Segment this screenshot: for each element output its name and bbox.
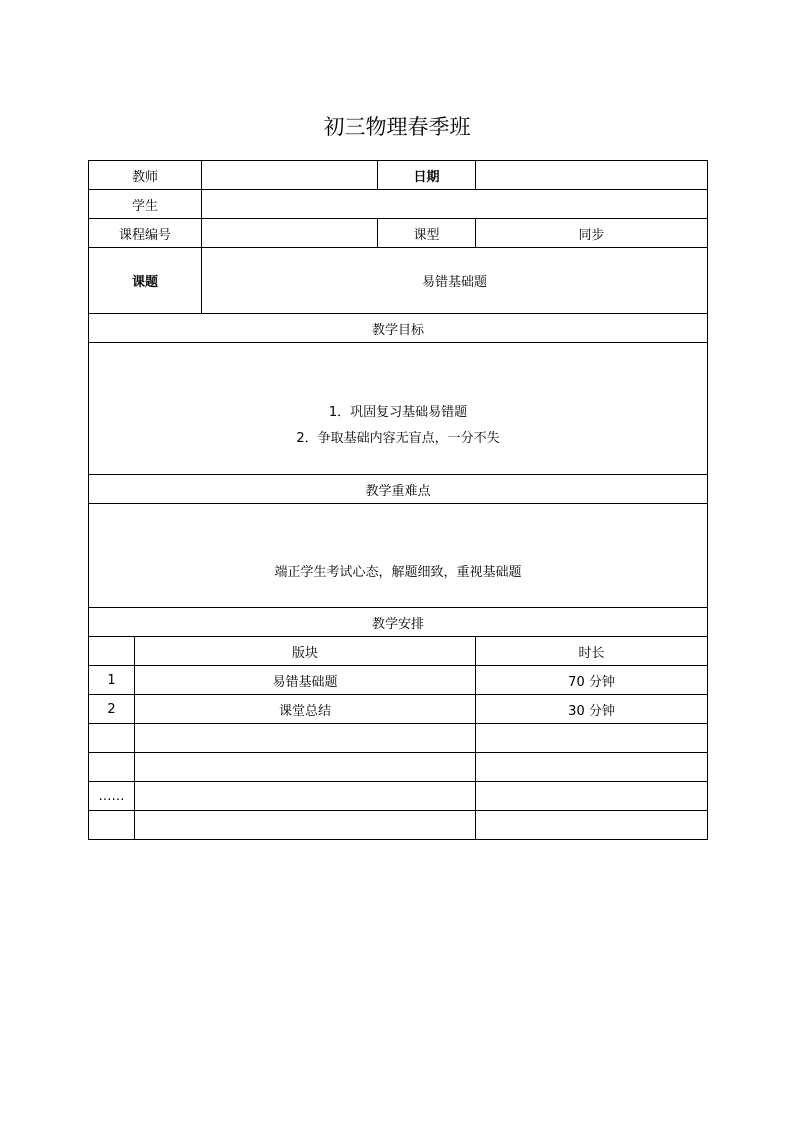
page-title: 初三物理春季班 — [323, 115, 471, 139]
schedule-duration[interactable] — [476, 753, 708, 782]
student-row — [89, 190, 708, 219]
topic-label: 课题 — [89, 248, 202, 314]
course-code-label: 课程编号 — [89, 219, 202, 248]
schedule-row — [89, 753, 708, 782]
student-value[interactable] — [202, 190, 708, 219]
schedule-heading: 教学安排 — [89, 608, 708, 637]
schedule-heading-row — [89, 608, 708, 637]
schedule-header-row — [89, 637, 708, 666]
difficulty-text: 端正学生考试心态，解题细致，重视基础题 — [274, 564, 522, 580]
teacher-label: 教师 — [89, 161, 202, 190]
difficulties-content-row — [89, 504, 708, 608]
objectives-heading: 教学目标 — [89, 314, 708, 343]
course-type-value[interactable]: 同步 — [476, 219, 708, 248]
date-label: 日期 — [378, 161, 476, 190]
schedule-section[interactable]: 易错基础题 — [135, 666, 476, 695]
topic-row — [89, 248, 708, 314]
difficulties-content[interactable] — [89, 504, 708, 608]
schedule-index: 2 — [89, 695, 135, 724]
schedule-row — [89, 811, 708, 840]
schedule-index: 1 — [89, 666, 135, 695]
schedule-section[interactable] — [135, 724, 476, 753]
schedule-row — [89, 666, 708, 695]
teacher-value[interactable] — [202, 161, 378, 190]
objectives-content-row — [89, 343, 708, 475]
objective-item: 2．争取基础内容无盲点，一分不失 — [296, 430, 500, 446]
schedule-section[interactable]: 课堂总结 — [135, 695, 476, 724]
schedule-duration[interactable] — [476, 782, 708, 811]
objectives-list — [89, 400, 707, 452]
schedule-index — [89, 811, 135, 840]
lesson-plan-table — [88, 160, 708, 840]
teacher-row — [89, 161, 708, 190]
schedule-row — [89, 695, 708, 724]
schedule-section[interactable] — [135, 782, 476, 811]
schedule-index: …… — [89, 782, 135, 811]
difficulties-heading: 教学重难点 — [89, 475, 708, 504]
date-value[interactable] — [476, 161, 708, 190]
objectives-heading-row — [89, 314, 708, 343]
schedule-col-index — [89, 637, 135, 666]
topic-value[interactable]: 易错基础题 — [202, 248, 708, 314]
course-type-label: 课型 — [378, 219, 476, 248]
schedule-index — [89, 724, 135, 753]
course-code-value[interactable] — [202, 219, 378, 248]
schedule-duration[interactable] — [476, 811, 708, 840]
course-row — [89, 219, 708, 248]
objective-item: 1．巩固复习基础易错题 — [328, 404, 468, 420]
schedule-row — [89, 724, 708, 753]
schedule-col-duration: 时长 — [476, 637, 708, 666]
schedule-index — [89, 753, 135, 782]
schedule-duration[interactable]: 70 分钟 — [476, 666, 708, 695]
schedule-duration[interactable] — [476, 724, 708, 753]
objectives-content[interactable] — [89, 343, 708, 475]
schedule-col-section: 版块 — [135, 637, 476, 666]
schedule-section[interactable] — [135, 811, 476, 840]
difficulties-heading-row — [89, 475, 708, 504]
schedule-duration[interactable]: 30 分钟 — [476, 695, 708, 724]
schedule-row — [89, 782, 708, 811]
schedule-section[interactable] — [135, 753, 476, 782]
student-label: 学生 — [89, 190, 202, 219]
